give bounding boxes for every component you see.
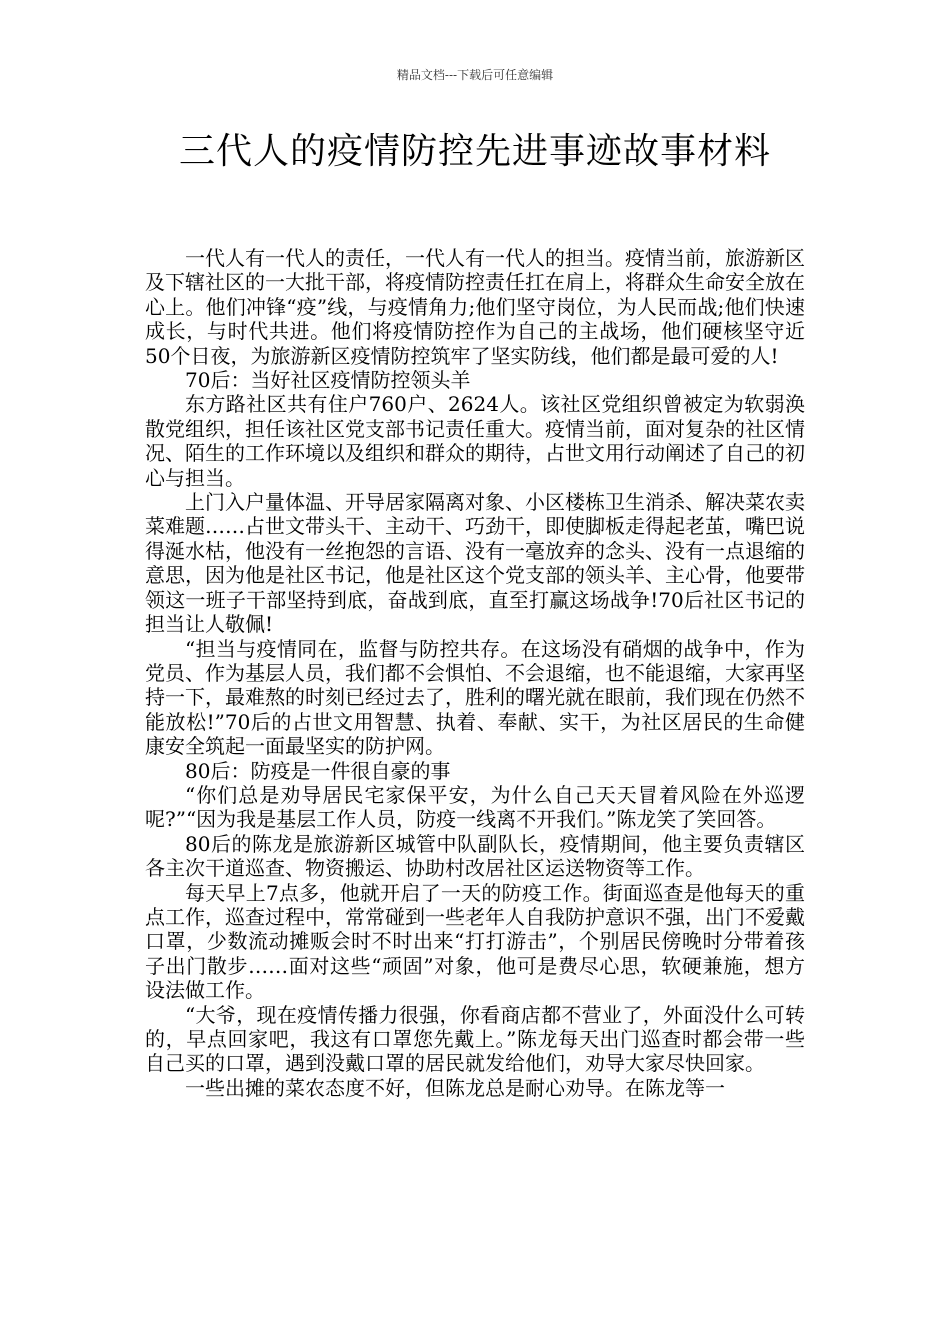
paragraph: 上门入户量体温、开导居家隔离对象、小区楼栋卫生消杀、解决菜农卖菜难题……占世文带头干、主动干、巧劲干，即使脚板走得起老茧，嘴巴说得涎水枯，他没有一丝抱怨的言语、没有一毫放弃的念头、没有一点退缩的意思，因为他是社区书记，他是社区这个党支部的领头羊、主心骨，他要带领这一班子干部坚持到底，奋战到底，直至打赢这场战争!70后社区书记的担当让人敬佩! (145, 490, 805, 637)
paragraph: “担当与疫情同在，监督与防控共存。在这场没有硝烟的战争中，作为党员、作为基层人员，我们都不会惧怕、不会退缩，也不能退缩，大家再坚持一下，最难熬的时刻已经过去了，胜利的曙光就在眼前，我们现在仍然不能放松!”70后的占世文用智慧、执着、奉献、实干，为社区居民的生命健康安全筑起一面最坚实的防护网。 (145, 636, 805, 759)
paragraph: 一代人有一代人的责任，一代人有一代人的担当。疫情当前，旅游新区及下辖社区的一大批干部，将疫情防控责任扛在肩上，将群众生命安全放在心上。他们冲锋“疫”线，与疫情角力;他们坚守岗位，为人民而战;他们快速成长，与时代共进。他们将疫情防控作为自己的主战场，他们硬核坚守近50个日夜，为旅游新区疫情防控筑牢了坚实防线，他们都是最可爱的人! (145, 246, 805, 368)
section-heading: 70后：当好社区疫情防控领头羊 (185, 368, 471, 393)
paragraph: 东方路社区共有住户760户、2624人。该社区党组织曾被定为软弱涣散党组织，担任该社区党支部书记责任重大。疫情当前，面对复杂的社区情况、陌生的工作环境以及组织和群众的期待，占世文用行动阐述了自己的初心与担当。 (145, 392, 805, 490)
document-body (145, 246, 805, 1100)
document-title: 三代人的疫情防控先进事迹故事材料 (178, 131, 771, 172)
paragraph: 80后的陈龙是旅游新区城管中队副队长，疫情期间，他主要负责辖区各主次干道巡查、物资搬运、协助村改居社区运送物资等工作。 (145, 831, 805, 881)
paragraph: 一些出摊的菜农态度不好，但陈龙总是耐心劝导。在陈龙等一 (185, 1075, 725, 1100)
header-note: 精品文档---下载后可任意编辑 (396, 68, 554, 82)
paragraph: 每天早上7点多，他就开启了一天的防疫工作。街面巡查是他每天的重点工作，巡查过程中，常常碰到一些老年人自我防护意识不强，出门不爱戴口罩，少数流动摊贩会时不时出来“打打游击”，个别居民傍晚时分带着孩子出门散步……面对这些“顽固”对象，他可是费尽心思，软硬兼施，想方设法做工作。 (145, 880, 805, 1003)
paragraph: “大爷，现在疫情传播力很强，你看商店都不营业了，外面没什么可转的，早点回家吧，我这有口罩您先戴上。”陈龙每天出门巡查时都会带一些自己买的口罩，遇到没戴口罩的居民就发给他们，劝导大家尽快回家。 (145, 1002, 805, 1076)
paragraph: “你们总是劝导居民宅家保平安，为什么自己天天冒着风险在外巡逻呢?”“因为我是基层工作人员，防疫一线离不开我们。”陈龙笑了笑回答。 (145, 782, 805, 832)
section-heading: 80后：防疫是一件很自豪的事 (185, 758, 451, 783)
